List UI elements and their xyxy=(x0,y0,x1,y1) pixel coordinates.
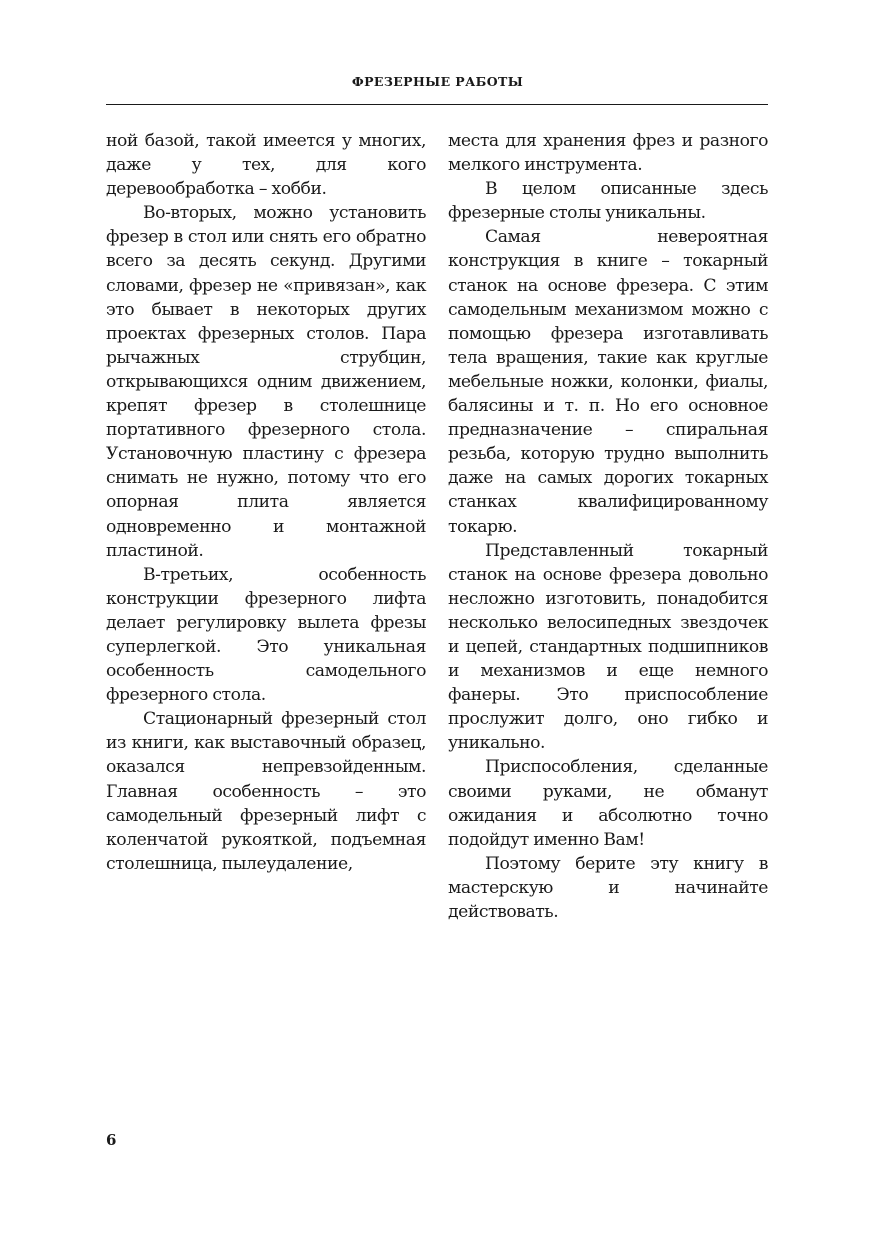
paragraph-stationary-table: Стационарный фрезерный стол из книги, как выставочный образец, оказался непревзойденным. Главная особенность – это самодельный фрезерный лифт с коленчатой рукояткой, подъемная столешница, пылеудаление, xyxy=(106,709,426,874)
paragraph-closing: Поэтому берите эту книгу в мастерскую и начинайте действовать. xyxy=(448,853,768,922)
paragraph-thirdly: В-третьих, особенность конструкции фрезерного лифта делает регулировку вылета фрезы суперлегкой. Это уникальная особенность самодельного фрезерного стола. xyxy=(106,564,426,706)
paragraph-lathe-build: Представленный токарный станок на основе фрезера довольно несложно изготовить, понадобится несколько велосипедных звездочек и цепей, стандартных подшипников и механизмов и еще немного фанеры. Это приспособление прослужит долго, оно гибко и уникально. xyxy=(448,540,768,754)
paragraph-continued: места для хранения фрез и разного мелкого инструмента. xyxy=(448,131,768,176)
running-head-title: ФРЕЗЕРНЫЕ РАБОТЫ xyxy=(351,74,524,89)
paragraph-secondly: Во-вторых, можно установить фрезер в стол или снять его обратно всего за десять секунд. Другими словами, фрезер не «привязан», как это бывает в некоторых других проектах фрезерных столов. Пара рычажных струбцин, открывающихся одним движением, крепят фрезер в столешнице портативного фрезерного стола. Установочную пластину с фрезера снимать не нужно, потому что его опорная плита является одновременно и монтажной пластиной. xyxy=(106,203,426,561)
paragraph-handmade: Приспособления, сделанные своими руками, не обманут ожидания и абсолютно точно подойдут именно Вам! xyxy=(448,757,768,850)
paragraph-unique-tables: В целом описанные здесь фрезерные столы уникальны. xyxy=(448,179,768,224)
header-rule xyxy=(106,104,768,105)
paragraph-continued: ной базой, такой имеется у многих, даже у тех, для кого деревообработка – хобби. xyxy=(106,131,426,200)
page-number: 6 xyxy=(106,1131,117,1149)
paragraph-lathe: Самая невероятная конструкция в книге – токарный станок на основе фрезера. С этим самодельным механизмом можно с помощью фрезера изготавливать тела вращения, такие как круглые мебельные ножки, колонки, фиалы, балясины и т. п. Но его основное предназначение – спиральная резьба, которую трудно выполнить даже на самых дорогих токарных станках квалифицированному токарю. xyxy=(448,227,768,537)
right-column xyxy=(448,129,768,924)
left-column xyxy=(106,129,426,876)
